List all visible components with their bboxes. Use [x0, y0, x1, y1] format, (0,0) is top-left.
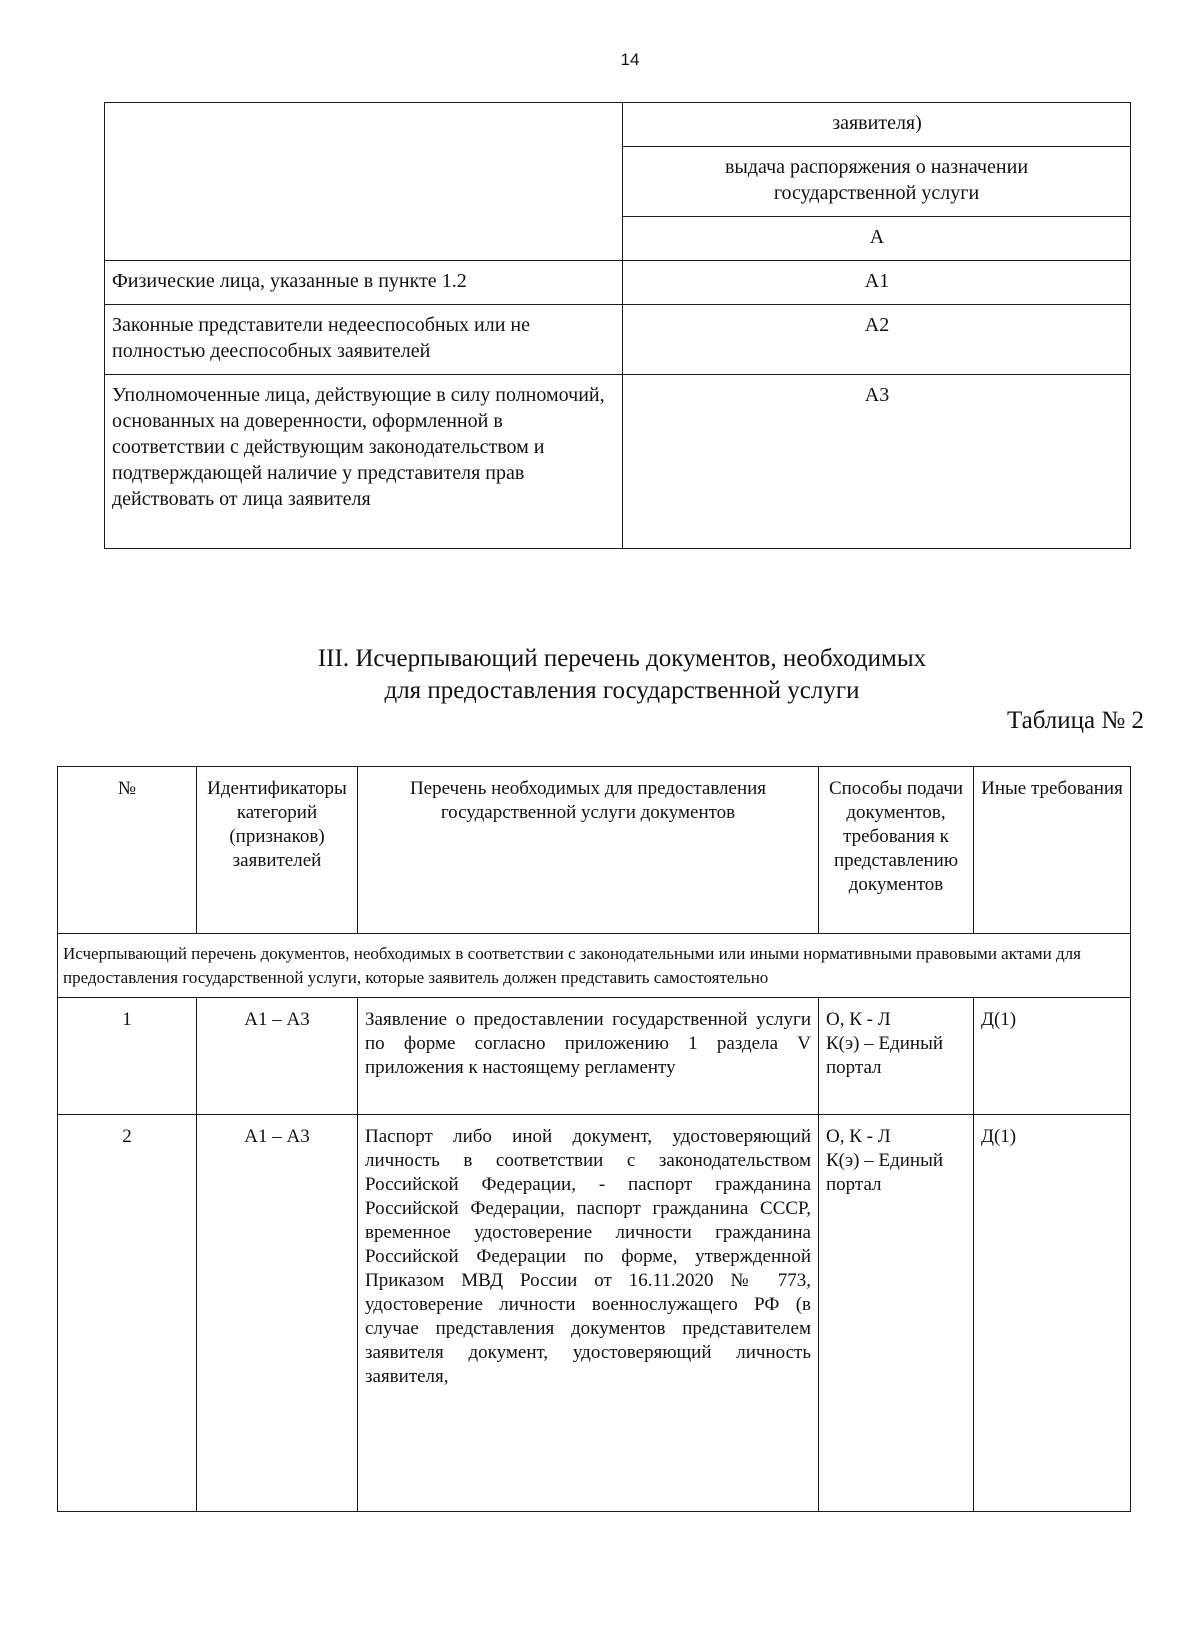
table-row: [58, 934, 1131, 998]
column-header-number: №: [58, 767, 197, 934]
row-other-cell: Д(1): [974, 1115, 1131, 1512]
applicant-categories-table: [104, 102, 1131, 549]
column-header-documents: Перечень необходимых для предоставления государственной услуги документов: [358, 767, 819, 934]
header-continuation-cell: заявителя): [623, 103, 1131, 147]
category-label-cell: Физические лица, указанные в пункте 1.2: [105, 261, 623, 305]
row-document-cell: Заявление о предоставлении государственной услуги по форме согласно приложению 1 раздела V приложения к настоящему регламенту: [358, 998, 819, 1115]
table-header-row: [58, 767, 1131, 934]
table-row: [105, 375, 1131, 549]
section-heading-line: для предоставления государственной услуги: [384, 677, 860, 704]
methods-line: К(э) – Единый портал: [826, 1150, 944, 1195]
row-other-cell: Д(1): [974, 998, 1131, 1115]
empty-header-cell: [105, 103, 623, 261]
page-number: 14: [620, 50, 640, 69]
methods-line: К(э) – Единый портал: [826, 1033, 944, 1078]
row-methods-cell: [819, 1115, 974, 1512]
code-header-cell: А: [623, 217, 1131, 261]
table-row: [105, 261, 1131, 305]
table-row: [105, 103, 1131, 147]
row-identifiers-cell: А1 – А3: [197, 1115, 358, 1512]
row-methods-cell: [819, 998, 974, 1115]
column-header-methods: Способы подачи документов, требования к представлению документов: [819, 767, 974, 934]
section-heading-line: III. Исчерпывающий перечень документов, необходимых: [317, 645, 927, 672]
row-number-cell: 2: [58, 1115, 197, 1512]
row-document-cell: Паспорт либо иной документ, удостоверяющий личность в соответствии с законодательством Российской Федерации, - паспорт гражданина Российской Федерации, паспорт гражданина СССР, временное удостоверение личности гражданина Российской Федерации по форме, утвержденной Приказом МВД России от 16.11.2020 № 773, удостоверение личности военнослужащего РФ (в случае представления документов представителем заявителя документ, удостоверяющий личность заявителя,: [358, 1115, 819, 1512]
table-row: [58, 998, 1131, 1115]
column-header-other: Иные требования: [974, 767, 1131, 934]
documents-table: [57, 766, 1131, 1512]
row-number-cell: 1: [58, 998, 197, 1115]
category-label-cell: Законные представители недееспособных или не полностью дееспособных заявителей: [105, 305, 623, 375]
category-code-cell: А3: [623, 375, 1131, 549]
methods-line: О, К - Л: [826, 1126, 891, 1147]
section-heading: [110, 643, 1134, 707]
category-code-cell: А1: [623, 261, 1131, 305]
methods-line: О, К - Л: [826, 1009, 891, 1030]
table-label: Таблица № 2: [1006, 707, 1144, 734]
table-row: [58, 1115, 1131, 1512]
service-header-cell: выдача распоряжения о назначении государственной услуги: [623, 147, 1131, 217]
category-code-cell: А2: [623, 305, 1131, 375]
category-label-cell: Уполномоченные лица, действующие в силу полномочий, основанных на доверенности, оформленной в соответствии с действующим законодательством и подтверждающей наличие у представителя прав действовать от лица заявителя: [105, 375, 623, 549]
column-header-identifiers: Идентификаторы категорий (признаков) заявителей: [197, 767, 358, 934]
table-row: [105, 305, 1131, 375]
section-span-cell: Исчерпывающий перечень документов, необходимых в соответствии с законодательными или иными нормативными правовыми актами для предоставления государственной услуги, которые заявитель должен представить самостоятельно: [58, 934, 1131, 998]
row-identifiers-cell: А1 – А3: [197, 998, 358, 1115]
